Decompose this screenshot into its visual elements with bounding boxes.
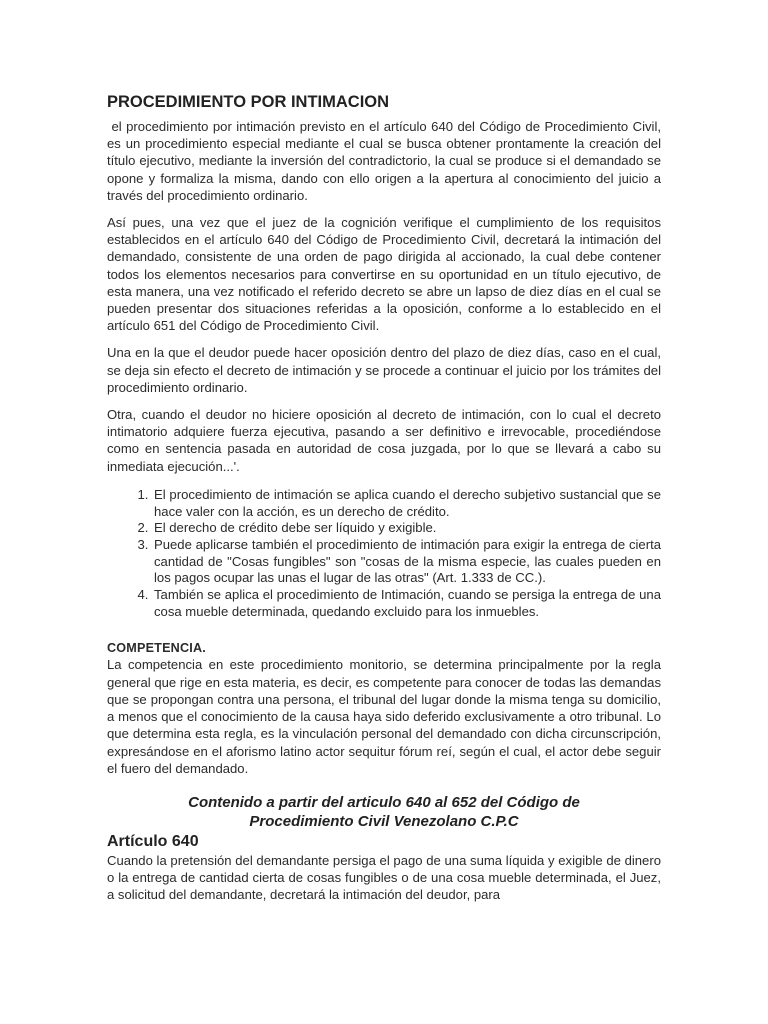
- paragraph-intro: el procedimiento por intimación previsto en el artículo 640 del Código de Procedimiento Civil, es un procedimiento especial mediante el cual se busca obtener prontamente la creación del título ejecutivo, mediante la inversión del contradictorio, la cual se produce si el demandado se opone y formaliza la misma, dando con ello origen a la apertura al conocimiento del juicio a través del procedimiento ordinario.: [107, 119, 665, 203]
- paragraph-verification: Así pues, una vez que el juez de la cognición verifique el cumplimiento de los requisitos establecidos en el artículo 640 del Código de Procedimiento Civil, decretará la intimación del demandado, consistente de una orden de pago dirigida al accionado, la cual debe contener todos los elementos necesarios para convertirse en su oportunidad en un título ejecutivo, de esta manera, una vez notificado el referido decreto se abre un lapso de diez días en el cual se pueden presentar dos situaciones referidas a la oposición, conforme a lo establecido en el artículo 651 del Código de Procedimiento Civil.: [107, 215, 661, 334]
- list-item: 2. El derecho de crédito debe ser líquido y exigible.: [152, 520, 661, 537]
- list-item: 3. Puede aplicarse también el procedimiento de intimación para exigir la entrega de cierta cantidad de "Cosas fungibles" son "cosas de la misma especie, las cuales pueden en los pagos ocupar las unas el lugar de las otras" (Art. 1.333 de CC.).: [152, 537, 661, 587]
- section-title-line-2: Procedimiento Civil Venezolano C.P.C: [249, 813, 519, 831]
- document-title: PROCEDIMIENTO POR INTIMACION: [107, 93, 390, 111]
- document-page: [107, 92, 665, 904]
- section-title: [107, 793, 661, 832]
- section-title-line-1: Contenido a partir del articulo 640 al 652 del Código de: [188, 793, 580, 811]
- list-item: 4. También se aplica el procedimiento de Intimación, cuando se persiga la entrega de una cosa mueble determinada, quedando excluido para los inmuebles.: [152, 587, 661, 620]
- competencia-heading: COMPETENCIA.: [107, 641, 206, 656]
- paragraph-opposition: Una en la que el deudor puede hacer oposición dentro del plazo de diez días, caso en el cual, se deja sin efecto el decreto de intimación y se procede a continuar el juicio por los trámites del procedimiento ordinario.: [107, 345, 661, 395]
- competencia-text: La competencia en este procedimiento monitorio, se determina principalmente por la regla general que rige en esta materia, es decir, es competente para conocer de todas las demandas que se propongan contra una persona, el tribunal del lugar donde la misma tenga su domicilio, a menos que el conocimiento de la causa haya sido deferido exclusivamente a otro tribunal. Lo que determina esta regla, es la vinculación personal del demandado con dicha circunscripción, expresándose en el aforismo latino actor sequitur fórum reí, según el cual, el actor debe seguir el fuero del demandado.: [107, 657, 661, 776]
- list-item: 1. El procedimiento de intimación se aplica cuando el derecho subjetivo sustancial que se hace valer con la acción, es un derecho de crédito.: [152, 487, 661, 520]
- paragraph-no-opposition: Otra, cuando el deudor no hiciere oposición al decreto de intimación, con lo cual el decreto intimatorio adquiere fuerza ejecutiva, pasando a ser definitivo e irrevocable, procediéndose como en sentencia pasada en autoridad de cosa juzgada, por lo que se llevará a cabo su inmediata ejecución...'.: [107, 407, 661, 474]
- article-text: Cuando la pretensión del demandante persiga el pago de una suma líquida y exigible de dinero o la entrega de cantidad cierta de cosas fungibles o de una cosa mueble determinada, el Juez, a solicitud del demandante, decretará la intimación del deudor, para: [107, 852, 661, 903]
- requirements-list: [107, 487, 661, 621]
- article-heading: Artículo 640: [107, 832, 199, 850]
